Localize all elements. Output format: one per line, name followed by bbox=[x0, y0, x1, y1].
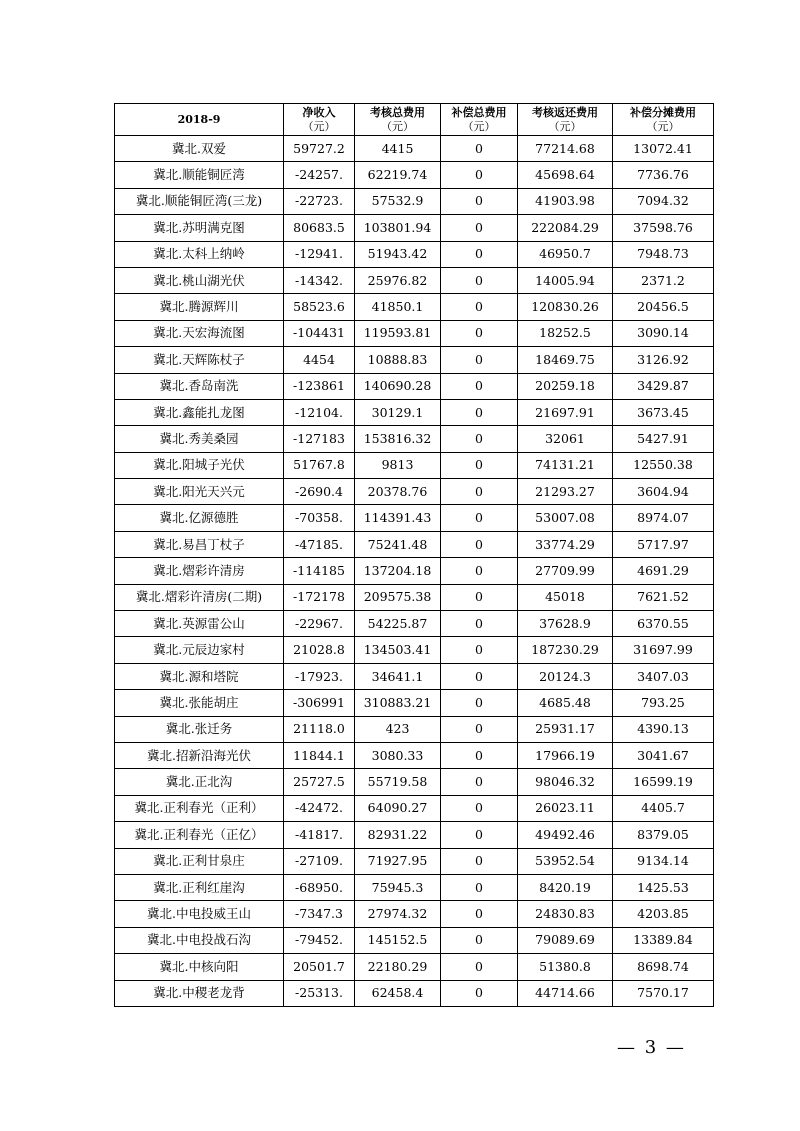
compensation-share-cell: 16599.19 bbox=[613, 769, 714, 795]
assessment-total-cell: 30129.1 bbox=[355, 399, 441, 425]
assessment-refund-cell: 98046.32 bbox=[518, 769, 613, 795]
assessment-refund-cell: 27709.99 bbox=[518, 558, 613, 584]
compensation-share-cell: 31697.99 bbox=[613, 637, 714, 663]
station-name-cell: 冀北.中电投战石沟 bbox=[115, 927, 284, 953]
assessment-total-cell: 55719.58 bbox=[355, 769, 441, 795]
net-income-cell: -12941. bbox=[284, 241, 355, 267]
assessment-total-cell: 145152.5 bbox=[355, 927, 441, 953]
table-body bbox=[115, 136, 714, 1007]
compensation-total-cell: 0 bbox=[441, 637, 518, 663]
assessment-refund-cell: 20124.3 bbox=[518, 663, 613, 689]
station-name-cell: 冀北.香岛南洗 bbox=[115, 373, 284, 399]
header-label: 补偿分摊费用 bbox=[630, 105, 696, 119]
assessment-total-cell: 82931.22 bbox=[355, 822, 441, 848]
assessment-total-cell: 4415 bbox=[355, 136, 441, 162]
compensation-total-cell: 0 bbox=[441, 795, 518, 821]
station-name-cell: 冀北.太科上纳岭 bbox=[115, 241, 284, 267]
compensation-total-cell: 0 bbox=[441, 162, 518, 188]
assessment-refund-cell: 51380.8 bbox=[518, 954, 613, 980]
station-name-cell: 冀北.熠彩许清房 bbox=[115, 558, 284, 584]
compensation-total-cell: 0 bbox=[441, 822, 518, 848]
assessment-total-cell: 209575.38 bbox=[355, 584, 441, 610]
compensation-total-cell: 0 bbox=[441, 742, 518, 768]
station-name-cell: 冀北.中核向阳 bbox=[115, 954, 284, 980]
table-row bbox=[115, 347, 714, 373]
compensation-total-cell: 0 bbox=[441, 452, 518, 478]
compensation-share-cell: 3090.14 bbox=[613, 320, 714, 346]
table-row bbox=[115, 637, 714, 663]
net-income-cell: -22967. bbox=[284, 611, 355, 637]
assessment-total-cell: 27974.32 bbox=[355, 901, 441, 927]
table-row bbox=[115, 188, 714, 214]
station-name-cell: 冀北.顺能铜匠湾 bbox=[115, 162, 284, 188]
net-income-cell: -79452. bbox=[284, 927, 355, 953]
station-name-cell: 冀北.元辰边家村 bbox=[115, 637, 284, 663]
compensation-share-cell: 7948.73 bbox=[613, 241, 714, 267]
compensation-share-cell: 7094.32 bbox=[613, 188, 714, 214]
header-label: 补偿总费用 bbox=[451, 105, 507, 119]
net-income-cell: -42472. bbox=[284, 795, 355, 821]
net-income-cell: -127183 bbox=[284, 426, 355, 452]
compensation-share-cell: 13072.41 bbox=[613, 136, 714, 162]
assessment-refund-cell: 21697.91 bbox=[518, 399, 613, 425]
header-label: 考核返还费用 bbox=[532, 105, 598, 119]
net-income-cell: -70358. bbox=[284, 505, 355, 531]
compensation-share-cell: 3041.67 bbox=[613, 742, 714, 768]
header-label: 净收入 bbox=[302, 105, 336, 119]
net-income-cell: -12104. bbox=[284, 399, 355, 425]
assessment-total-cell: 41850.1 bbox=[355, 294, 441, 320]
compensation-share-cell: 8379.05 bbox=[613, 822, 714, 848]
compensation-total-cell: 0 bbox=[441, 558, 518, 584]
station-name-cell: 冀北.张迁务 bbox=[115, 716, 284, 742]
compensation-total-cell: 0 bbox=[441, 479, 518, 505]
assessment-refund-cell: 33774.29 bbox=[518, 531, 613, 557]
net-income-cell: -306991 bbox=[284, 690, 355, 716]
table-row bbox=[115, 505, 714, 531]
station-name-cell: 冀北.中稷老龙背 bbox=[115, 980, 284, 1006]
assessment-refund-cell: 26023.11 bbox=[518, 795, 613, 821]
assessment-refund-cell: 222084.29 bbox=[518, 215, 613, 241]
compensation-share-cell: 3429.87 bbox=[613, 373, 714, 399]
table-row bbox=[115, 584, 714, 610]
assessment-refund-cell: 24830.83 bbox=[518, 901, 613, 927]
table-row bbox=[115, 769, 714, 795]
compensation-share-cell: 6370.55 bbox=[613, 611, 714, 637]
compensation-total-cell: 0 bbox=[441, 188, 518, 214]
table-row bbox=[115, 690, 714, 716]
assessment-total-cell: 20378.76 bbox=[355, 479, 441, 505]
station-name-cell: 冀北.正利春光（正亿） bbox=[115, 822, 284, 848]
station-name-cell: 冀北.招新沿海光伏 bbox=[115, 742, 284, 768]
assessment-total-cell: 71927.95 bbox=[355, 848, 441, 874]
compensation-total-cell: 0 bbox=[441, 769, 518, 795]
assessment-refund-cell: 37628.9 bbox=[518, 611, 613, 637]
assessment-refund-cell: 45698.64 bbox=[518, 162, 613, 188]
assessment-total-cell: 34641.1 bbox=[355, 663, 441, 689]
compensation-total-cell: 0 bbox=[441, 426, 518, 452]
header-assessment-refund bbox=[518, 104, 613, 136]
station-name-cell: 冀北.张能胡庄 bbox=[115, 690, 284, 716]
settlement-table bbox=[114, 103, 714, 1007]
assessment-refund-cell: 18252.5 bbox=[518, 320, 613, 346]
net-income-cell: 59727.2 bbox=[284, 136, 355, 162]
assessment-total-cell: 134503.41 bbox=[355, 637, 441, 663]
compensation-total-cell: 0 bbox=[441, 320, 518, 346]
compensation-total-cell: 0 bbox=[441, 531, 518, 557]
compensation-total-cell: 0 bbox=[441, 584, 518, 610]
table-row bbox=[115, 162, 714, 188]
compensation-total-cell: 0 bbox=[441, 373, 518, 399]
net-income-cell: -172178 bbox=[284, 584, 355, 610]
compensation-share-cell: 7736.76 bbox=[613, 162, 714, 188]
compensation-total-cell: 0 bbox=[441, 136, 518, 162]
table-row bbox=[115, 267, 714, 293]
station-name-cell: 冀北.阳光天兴元 bbox=[115, 479, 284, 505]
compensation-share-cell: 3407.03 bbox=[613, 663, 714, 689]
assessment-total-cell: 153816.32 bbox=[355, 426, 441, 452]
compensation-share-cell: 8698.74 bbox=[613, 954, 714, 980]
assessment-total-cell: 119593.81 bbox=[355, 320, 441, 346]
assessment-refund-cell: 120830.26 bbox=[518, 294, 613, 320]
assessment-total-cell: 423 bbox=[355, 716, 441, 742]
assessment-refund-cell: 4685.48 bbox=[518, 690, 613, 716]
table-row bbox=[115, 479, 714, 505]
table-row bbox=[115, 373, 714, 399]
table-row bbox=[115, 531, 714, 557]
assessment-refund-cell: 53952.54 bbox=[518, 848, 613, 874]
net-income-cell: 51767.8 bbox=[284, 452, 355, 478]
station-name-cell: 冀北.熠彩许清房(二期) bbox=[115, 584, 284, 610]
station-name-cell: 冀北.中电投威王山 bbox=[115, 901, 284, 927]
assessment-refund-cell: 8420.19 bbox=[518, 874, 613, 900]
assessment-refund-cell: 79089.69 bbox=[518, 927, 613, 953]
table-row bbox=[115, 294, 714, 320]
assessment-refund-cell: 45018 bbox=[518, 584, 613, 610]
compensation-share-cell: 793.25 bbox=[613, 690, 714, 716]
station-name-cell: 冀北.桃山湖光伏 bbox=[115, 267, 284, 293]
table-row bbox=[115, 980, 714, 1006]
station-name-cell: 冀北.阳城子光伏 bbox=[115, 452, 284, 478]
compensation-share-cell: 7621.52 bbox=[613, 584, 714, 610]
compensation-share-cell: 9134.14 bbox=[613, 848, 714, 874]
assessment-refund-cell: 17966.19 bbox=[518, 742, 613, 768]
header-row bbox=[115, 104, 714, 136]
compensation-share-cell: 4405.7 bbox=[613, 795, 714, 821]
compensation-total-cell: 0 bbox=[441, 294, 518, 320]
assessment-total-cell: 62458.4 bbox=[355, 980, 441, 1006]
table-row bbox=[115, 795, 714, 821]
assessment-total-cell: 22180.29 bbox=[355, 954, 441, 980]
assessment-total-cell: 10888.83 bbox=[355, 347, 441, 373]
assessment-refund-cell: 44714.66 bbox=[518, 980, 613, 1006]
table-row bbox=[115, 927, 714, 953]
assessment-total-cell: 54225.87 bbox=[355, 611, 441, 637]
net-income-cell: 21118.0 bbox=[284, 716, 355, 742]
compensation-total-cell: 0 bbox=[441, 954, 518, 980]
compensation-share-cell: 12550.38 bbox=[613, 452, 714, 478]
compensation-total-cell: 0 bbox=[441, 663, 518, 689]
table-row bbox=[115, 558, 714, 584]
compensation-total-cell: 0 bbox=[441, 980, 518, 1006]
compensation-total-cell: 0 bbox=[441, 215, 518, 241]
compensation-share-cell: 3604.94 bbox=[613, 479, 714, 505]
station-name-cell: 冀北.正北沟 bbox=[115, 769, 284, 795]
compensation-total-cell: 0 bbox=[441, 927, 518, 953]
assessment-refund-cell: 18469.75 bbox=[518, 347, 613, 373]
compensation-share-cell: 4691.29 bbox=[613, 558, 714, 584]
station-name-cell: 冀北.苏明满克图 bbox=[115, 215, 284, 241]
assessment-total-cell: 51943.42 bbox=[355, 241, 441, 267]
assessment-refund-cell: 187230.29 bbox=[518, 637, 613, 663]
assessment-refund-cell: 74131.21 bbox=[518, 452, 613, 478]
table-row bbox=[115, 136, 714, 162]
net-income-cell: -25313. bbox=[284, 980, 355, 1006]
station-name-cell: 冀北.天宏海流图 bbox=[115, 320, 284, 346]
compensation-total-cell: 0 bbox=[441, 848, 518, 874]
table-row bbox=[115, 716, 714, 742]
header-unit: （元） bbox=[462, 119, 496, 133]
compensation-total-cell: 0 bbox=[441, 901, 518, 927]
header-label: 考核总费用 bbox=[370, 105, 425, 119]
station-name-cell: 冀北.双爱 bbox=[115, 136, 284, 162]
compensation-total-cell: 0 bbox=[441, 505, 518, 531]
net-income-cell: 21028.8 bbox=[284, 637, 355, 663]
compensation-share-cell: 7570.17 bbox=[613, 980, 714, 1006]
assessment-total-cell: 64090.27 bbox=[355, 795, 441, 821]
table-row bbox=[115, 742, 714, 768]
header-unit: （元） bbox=[646, 119, 680, 133]
net-income-cell: 80683.5 bbox=[284, 215, 355, 241]
compensation-total-cell: 0 bbox=[441, 690, 518, 716]
compensation-total-cell: 0 bbox=[441, 716, 518, 742]
assessment-refund-cell: 25931.17 bbox=[518, 716, 613, 742]
compensation-total-cell: 0 bbox=[441, 611, 518, 637]
net-income-cell: 20501.7 bbox=[284, 954, 355, 980]
assessment-total-cell: 9813 bbox=[355, 452, 441, 478]
net-income-cell: 11844.1 bbox=[284, 742, 355, 768]
net-income-cell: -24257. bbox=[284, 162, 355, 188]
assessment-refund-cell: 14005.94 bbox=[518, 267, 613, 293]
net-income-cell: 4454 bbox=[284, 347, 355, 373]
net-income-cell: -7347.3 bbox=[284, 901, 355, 927]
station-name-cell: 冀北.亿源德胜 bbox=[115, 505, 284, 531]
header-unit: （元） bbox=[548, 119, 582, 133]
net-income-cell: -114185 bbox=[284, 558, 355, 584]
header-compensation-share bbox=[613, 104, 714, 136]
table-row bbox=[115, 611, 714, 637]
header-compensation-total bbox=[441, 104, 518, 136]
station-name-cell: 冀北.英源雷公山 bbox=[115, 611, 284, 637]
compensation-share-cell: 3673.45 bbox=[613, 399, 714, 425]
table-row bbox=[115, 848, 714, 874]
table-row bbox=[115, 399, 714, 425]
station-name-cell: 冀北.正利甘泉庄 bbox=[115, 848, 284, 874]
net-income-cell: -68950. bbox=[284, 874, 355, 900]
compensation-share-cell: 8974.07 bbox=[613, 505, 714, 531]
net-income-cell: 58523.6 bbox=[284, 294, 355, 320]
table-row bbox=[115, 663, 714, 689]
table-row bbox=[115, 822, 714, 848]
header-assessment-total bbox=[355, 104, 441, 136]
assessment-refund-cell: 53007.08 bbox=[518, 505, 613, 531]
assessment-refund-cell: 41903.98 bbox=[518, 188, 613, 214]
net-income-cell: -22723. bbox=[284, 188, 355, 214]
compensation-share-cell: 3126.92 bbox=[613, 347, 714, 373]
header-unit: （元） bbox=[381, 119, 414, 133]
compensation-total-cell: 0 bbox=[441, 267, 518, 293]
assessment-refund-cell: 77214.68 bbox=[518, 136, 613, 162]
station-name-cell: 冀北.天辉陈杖子 bbox=[115, 347, 284, 373]
net-income-cell: -17923. bbox=[284, 663, 355, 689]
compensation-share-cell: 5717.97 bbox=[613, 531, 714, 557]
net-income-cell: -104431 bbox=[284, 320, 355, 346]
compensation-share-cell: 4390.13 bbox=[613, 716, 714, 742]
net-income-cell: -27109. bbox=[284, 848, 355, 874]
compensation-total-cell: 0 bbox=[441, 241, 518, 267]
table-row bbox=[115, 901, 714, 927]
assessment-total-cell: 75241.48 bbox=[355, 531, 441, 557]
net-income-cell: -47185. bbox=[284, 531, 355, 557]
net-income-cell: -41817. bbox=[284, 822, 355, 848]
compensation-total-cell: 0 bbox=[441, 874, 518, 900]
compensation-total-cell: 0 bbox=[441, 347, 518, 373]
station-name-cell: 冀北.正利春光（正利） bbox=[115, 795, 284, 821]
compensation-share-cell: 4203.85 bbox=[613, 901, 714, 927]
compensation-total-cell: 0 bbox=[441, 399, 518, 425]
compensation-share-cell: 20456.5 bbox=[613, 294, 714, 320]
assessment-refund-cell: 32061 bbox=[518, 426, 613, 452]
station-name-cell: 冀北.腾源辉川 bbox=[115, 294, 284, 320]
assessment-total-cell: 57532.9 bbox=[355, 188, 441, 214]
net-income-cell: -123861 bbox=[284, 373, 355, 399]
assessment-total-cell: 103801.94 bbox=[355, 215, 441, 241]
compensation-share-cell: 5427.91 bbox=[613, 426, 714, 452]
station-name-cell: 冀北.源和塔院 bbox=[115, 663, 284, 689]
assessment-refund-cell: 21293.27 bbox=[518, 479, 613, 505]
station-name-cell: 冀北.秀美桑园 bbox=[115, 426, 284, 452]
table-row bbox=[115, 215, 714, 241]
header-period bbox=[115, 104, 284, 136]
table-row bbox=[115, 426, 714, 452]
assessment-total-cell: 137204.18 bbox=[355, 558, 441, 584]
header-label: 2018-9 bbox=[177, 112, 221, 126]
header-unit: （元） bbox=[302, 119, 336, 133]
header-net-income bbox=[284, 104, 355, 136]
assessment-total-cell: 140690.28 bbox=[355, 373, 441, 399]
assessment-total-cell: 3080.33 bbox=[355, 742, 441, 768]
assessment-refund-cell: 46950.7 bbox=[518, 241, 613, 267]
compensation-share-cell: 2371.2 bbox=[613, 267, 714, 293]
station-name-cell: 冀北.鑫能扎龙图 bbox=[115, 399, 284, 425]
table-row bbox=[115, 452, 714, 478]
net-income-cell: -2690.4 bbox=[284, 479, 355, 505]
compensation-share-cell: 13389.84 bbox=[613, 927, 714, 953]
assessment-total-cell: 310883.21 bbox=[355, 690, 441, 716]
net-income-cell: -14342. bbox=[284, 267, 355, 293]
compensation-share-cell: 37598.76 bbox=[613, 215, 714, 241]
table-row bbox=[115, 954, 714, 980]
station-name-cell: 冀北.易昌丁杖子 bbox=[115, 531, 284, 557]
compensation-share-cell: 1425.53 bbox=[613, 874, 714, 900]
assessment-total-cell: 62219.74 bbox=[355, 162, 441, 188]
assessment-total-cell: 114391.43 bbox=[355, 505, 441, 531]
assessment-refund-cell: 49492.46 bbox=[518, 822, 613, 848]
table-row bbox=[115, 874, 714, 900]
assessment-refund-cell: 20259.18 bbox=[518, 373, 613, 399]
station-name-cell: 冀北.顺能铜匠湾(三龙) bbox=[115, 188, 284, 214]
station-name-cell: 冀北.正利红崖沟 bbox=[115, 874, 284, 900]
page-number: — 3 — bbox=[617, 1037, 686, 1058]
assessment-total-cell: 75945.3 bbox=[355, 874, 441, 900]
table-row bbox=[115, 320, 714, 346]
assessment-total-cell: 25976.82 bbox=[355, 267, 441, 293]
table-row bbox=[115, 241, 714, 267]
net-income-cell: 25727.5 bbox=[284, 769, 355, 795]
